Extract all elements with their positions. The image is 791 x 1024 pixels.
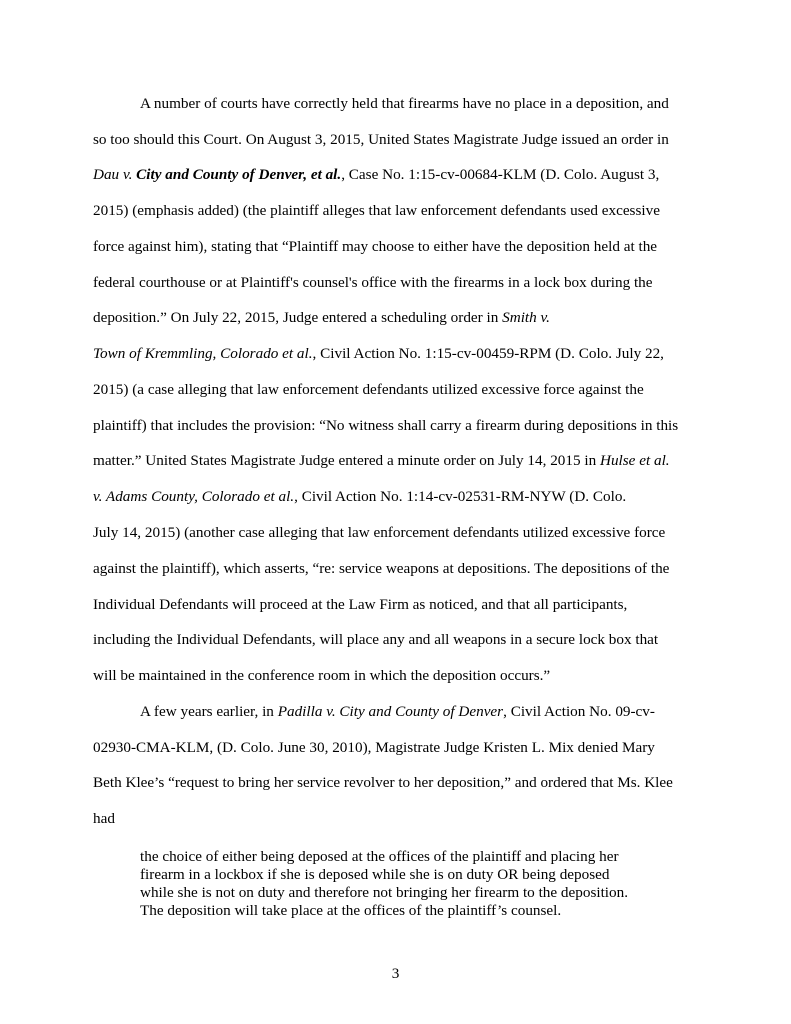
paragraph-1-line-7 [93, 309, 550, 327]
paragraph-1-line-9: 2015) (a case alleging that law enforcement defendants utilized excessive force against the [93, 381, 644, 398]
paragraph-1-line-17: will be maintained in the conference room in which the deposition occurs.” [93, 667, 551, 684]
paragraph-1-line-1: A number of courts have correctly held that firearms have no place in a deposition, and [140, 95, 669, 112]
paragraph-2-line-1 [140, 703, 655, 721]
case-citation: , Civil Action No. 09-cv- [503, 703, 655, 720]
paragraph-2-line-4: had [93, 810, 115, 827]
paragraph-1-line-15: Individual Defendants will proceed at the Law Firm as noticed, and that all participants, [93, 596, 628, 613]
case-citation: , Civil Action No. 1:14-cv-02531-RM-NYW (D. Colo. [294, 488, 627, 505]
paragraph-1-line-3 [93, 166, 659, 184]
paragraph-1-line-6: federal courthouse or at Plaintiff's counsel's office with the firearms in a lock box during the [93, 274, 653, 291]
paragraph-2-line-2: 02930-CMA-KLM, (D. Colo. June 30, 2010), Magistrate Judge Kristen L. Mix denied Mary [93, 739, 655, 756]
paragraph-1-line-12 [93, 488, 626, 506]
paragraph-2-line-3: Beth Klee’s “request to bring her service revolver to her deposition,” and ordered that Ms. Klee [93, 774, 673, 791]
page-number: 3 [391, 965, 400, 982]
block-quote-line-1: the choice of either being deposed at the offices of the plaintiff and placing her [140, 848, 619, 865]
line-text: deposition.” On July 22, 2015, Judge entered a scheduling order in [93, 309, 503, 326]
paragraph-1-line-11 [93, 452, 670, 470]
case-name-adams-county: v. Adams County, Colorado et al. [93, 488, 295, 505]
block-quote-line-4: The deposition will take place at the offices of the plaintiff’s counsel. [140, 902, 562, 919]
case-name-town-of-kremmling: Town of Kremmling, Colorado et al. [93, 345, 313, 362]
line-text: A few years earlier, in [140, 703, 278, 720]
case-citation: , Case No. 1:15-cv-00684-KLM (D. Colo. August 3, [341, 166, 660, 183]
case-name-city-county-denver: City and County of Denver, et al. [136, 166, 342, 183]
paragraph-1-line-4: 2015) (emphasis added) (the plaintiff alleges that law enforcement defendants used excessive [93, 202, 660, 219]
case-name-smith: Smith v. [502, 309, 550, 326]
paragraph-1-line-2: so too should this Court. On August 3, 2015, United States Magistrate Judge issued an order in [93, 131, 669, 148]
paragraph-1-line-8 [93, 345, 664, 363]
paragraph-1-line-14: against the plaintiff), which asserts, “re: service weapons at depositions. The depositions of the [93, 560, 670, 577]
paragraph-1-line-10: plaintiff) that includes the provision: “No witness shall carry a firearm during depositions in this [93, 417, 679, 434]
case-name-dau: Dau v. [93, 166, 133, 183]
case-name-hulse: Hulse et al. [599, 452, 670, 469]
paragraph-1-line-16: including the Individual Defendants, will place any and all weapons in a secure lock box that [93, 631, 659, 648]
line-text: matter.” United States Magistrate Judge entered a minute order on July 14, 2015 in [93, 452, 600, 469]
block-quote-line-3: while she is not on duty and therefore not bringing her firearm to the deposition. [140, 884, 628, 901]
case-citation: , Civil Action No. 1:15-cv-00459-RPM (D. Colo. July 22, [312, 345, 664, 362]
paragraph-1-line-5: force against him), stating that “Plaintiff may choose to either have the deposition held at the [93, 238, 658, 255]
block-quote-line-2: firearm in a lockbox if she is deposed while she is on duty OR being deposed [140, 866, 610, 883]
case-name-padilla: Padilla v. City and County of Denver [277, 703, 504, 720]
paragraph-1-line-13: July 14, 2015) (another case alleging that law enforcement defendants utilized excessive force [93, 524, 666, 541]
